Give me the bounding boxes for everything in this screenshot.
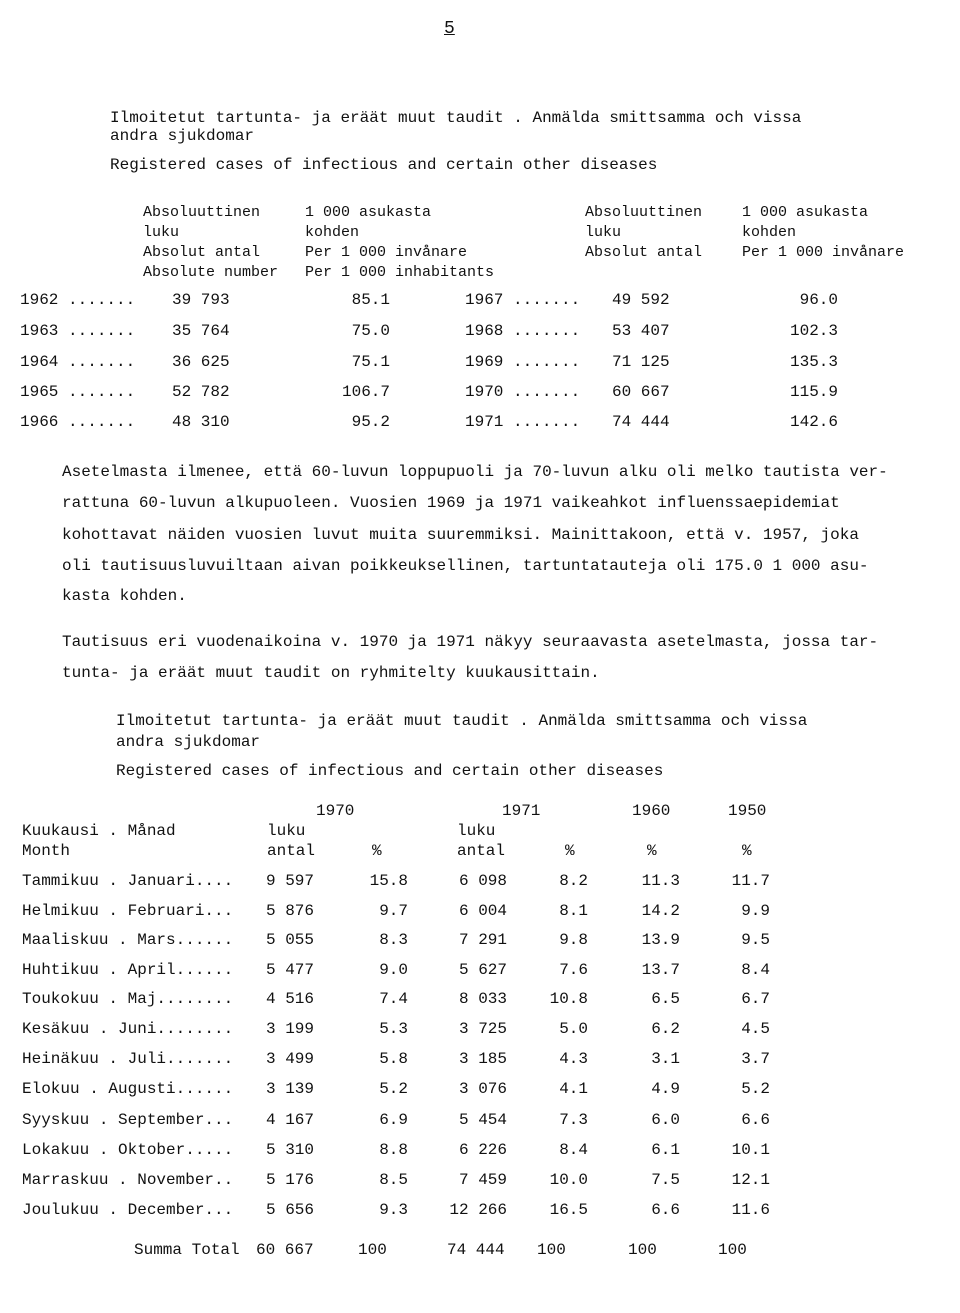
table1-abs-value: 60 667 xyxy=(612,383,670,401)
table2-total-value: 100 xyxy=(358,1241,387,1259)
table1-per-value: 96.0 xyxy=(799,291,838,309)
table2-value: 5 477 xyxy=(266,961,315,979)
table1-header-abs-left: Absolut antal xyxy=(143,244,261,261)
table2-value: 5 656 xyxy=(266,1201,315,1219)
table2-value: 3.1 xyxy=(651,1050,680,1068)
table2-value: 7 459 xyxy=(458,1171,507,1189)
table2-value: 6 226 xyxy=(458,1141,507,1159)
table2-value: 5 627 xyxy=(458,961,507,979)
table2-value: 4.5 xyxy=(741,1020,770,1038)
table2-value: 6.1 xyxy=(651,1141,680,1159)
table2-value: 9.7 xyxy=(379,902,408,920)
table2-col-label: luku xyxy=(267,822,306,840)
table1-year: 1968 ....... xyxy=(465,322,581,340)
table2-value: 7.3 xyxy=(559,1111,588,1129)
table2-month: Toukokuu . Maj........ xyxy=(22,990,234,1008)
table2-value: 9 597 xyxy=(266,872,315,890)
table2-value: 10.0 xyxy=(549,1171,588,1189)
table1-header-abs-right: Absolut antal xyxy=(585,244,703,261)
table1-abs-value: 74 444 xyxy=(612,413,670,431)
table1-header-abs-right: luku xyxy=(585,224,622,241)
table2-value: 13.7 xyxy=(641,961,680,979)
table1-per-value: 142.6 xyxy=(789,413,838,431)
table2-month: Heinäkuu . Juli....... xyxy=(22,1050,234,1068)
table2-total-value: 60 667 xyxy=(256,1241,314,1259)
table2-value: 5.2 xyxy=(741,1080,770,1098)
table2-col-label: antal xyxy=(457,842,506,860)
table2-value: 8.4 xyxy=(559,1141,588,1159)
table2-value: 3.7 xyxy=(741,1050,770,1068)
table2-value: 4.9 xyxy=(651,1080,680,1098)
table2-col-label: % xyxy=(565,842,575,860)
table1-abs-value: 48 310 xyxy=(172,413,230,431)
table1-per-value: 115.9 xyxy=(789,383,838,401)
table2-value: 8.2 xyxy=(559,872,588,890)
table1-header-per-left: Per 1 000 invånare xyxy=(305,244,468,261)
table1-abs-value: 36 625 xyxy=(172,353,230,371)
table1-title-line2: andra sjukdomar xyxy=(110,127,255,145)
table1-per-value: 75.0 xyxy=(351,322,390,340)
table2-col-label: % xyxy=(742,842,752,860)
table1-year: 1967 ....... xyxy=(465,291,581,309)
table1-header-per-left: 1 000 asukasta xyxy=(305,204,432,221)
table2-value: 4.3 xyxy=(559,1050,588,1068)
table2-title-en: Registered cases of infectious and certain other diseases xyxy=(116,762,664,780)
table2-value: 12.1 xyxy=(731,1171,770,1189)
table2-total-value: 100 xyxy=(718,1241,747,1259)
table1-year: 1969 ....... xyxy=(465,353,581,371)
table2-month: Lokakuu . Oktober..... xyxy=(22,1141,234,1159)
table1-per-value: 85.1 xyxy=(351,291,390,309)
table1-per-value: 75.1 xyxy=(351,353,390,371)
table2-value: 5.8 xyxy=(379,1050,408,1068)
table2-value: 6.2 xyxy=(651,1020,680,1038)
table2-value: 3 499 xyxy=(266,1050,315,1068)
table1-header-per-left: Per 1 000 inhabitants xyxy=(305,264,495,281)
table2-year-header: 1950 xyxy=(728,802,767,820)
table2-value: 6.7 xyxy=(741,990,770,1008)
table1-header-abs-right: Absoluuttinen xyxy=(585,204,703,221)
table2-value: 9.9 xyxy=(741,902,770,920)
table2-value: 10.8 xyxy=(549,990,588,1008)
table2-value: 7 291 xyxy=(458,931,507,949)
table1-header-per-right: Per 1 000 invånare xyxy=(742,244,905,261)
table1-year: 1962 ....... xyxy=(20,291,136,309)
table2-month: Marraskuu . November.. xyxy=(22,1171,234,1189)
table1-per-value: 95.2 xyxy=(351,413,390,431)
table2-value: 3 199 xyxy=(266,1020,315,1038)
table2-total-value: 100 xyxy=(628,1241,657,1259)
table2-value: 6 004 xyxy=(458,902,507,920)
table1-header-abs-left: luku xyxy=(143,224,180,241)
table1-year: 1964 ....... xyxy=(20,353,136,371)
table2-value: 3 139 xyxy=(266,1080,315,1098)
paragraph-line: kohottavat näiden vuosien luvut muita suuremmiksi. Mainittakoon, että v. 1957, joka xyxy=(62,526,859,544)
table2-year-header: 1960 xyxy=(632,802,671,820)
table2-month: Elokuu . Augusti...... xyxy=(22,1080,234,1098)
table2-month: Huhtikuu . April...... xyxy=(22,961,234,979)
table2-total-label: Summa Total xyxy=(134,1241,240,1259)
table2-value: 3 185 xyxy=(458,1050,507,1068)
table2-value: 3 076 xyxy=(458,1080,507,1098)
table1-year: 1970 ....... xyxy=(465,383,581,401)
table2-col-label: antal xyxy=(267,842,316,860)
table2-value: 8.4 xyxy=(741,961,770,979)
table2-col-label: % xyxy=(372,842,382,860)
table2-value: 11.3 xyxy=(641,872,680,890)
table2-value: 5 876 xyxy=(266,902,315,920)
paragraph-line: tunta- ja eräät muut taudit on ryhmitelty kuukausittain. xyxy=(62,664,600,682)
table1-year: 1971 ....... xyxy=(465,413,581,431)
table2-value: 6 098 xyxy=(458,872,507,890)
table1-year: 1966 ....... xyxy=(20,413,136,431)
table2-value: 6.5 xyxy=(651,990,680,1008)
table2-value: 5.2 xyxy=(379,1080,408,1098)
table2-year-header: 1970 xyxy=(316,802,355,820)
table2-value: 7.6 xyxy=(559,961,588,979)
table2-value: 9.3 xyxy=(379,1201,408,1219)
table2-title-line1: Ilmoitetut tartunta- ja eräät muut taudit . Anmälda smittsamma och vissa xyxy=(116,712,808,730)
table1-abs-value: 52 782 xyxy=(172,383,230,401)
table2-value: 5.0 xyxy=(559,1020,588,1038)
table2-value: 16.5 xyxy=(549,1201,588,1219)
table2-value: 5 310 xyxy=(266,1141,315,1159)
table2-total-value: 74 444 xyxy=(447,1241,505,1259)
table2-value: 9.5 xyxy=(741,931,770,949)
table1-year: 1965 ....... xyxy=(20,383,136,401)
table2-value: 4 167 xyxy=(266,1111,315,1129)
table2-value: 5 055 xyxy=(266,931,315,949)
paragraph-line: Asetelmasta ilmenee, että 60-luvun loppupuoli ja 70-luvun alku oli melko tautista ver- xyxy=(62,463,888,481)
table2-value: 8.3 xyxy=(379,931,408,949)
table2-value: 7.5 xyxy=(651,1171,680,1189)
table1-per-value: 135.3 xyxy=(789,353,838,371)
table1-header-per-right: kohden xyxy=(742,224,797,241)
table2-value: 5 454 xyxy=(458,1111,507,1129)
table2-total-value: 100 xyxy=(537,1241,566,1259)
table2-month: Joulukuu . December... xyxy=(22,1201,234,1219)
table2-value: 8.5 xyxy=(379,1171,408,1189)
table2-month-header: Kuukausi . Månad xyxy=(22,822,176,840)
table2-value: 3 725 xyxy=(458,1020,507,1038)
table2-value: 13.9 xyxy=(641,931,680,949)
table2-value: 5.3 xyxy=(379,1020,408,1038)
table2-value: 6.0 xyxy=(651,1111,680,1129)
table2-value: 11.7 xyxy=(731,872,770,890)
table2-value: 8 033 xyxy=(458,990,507,1008)
table2-value: 6.6 xyxy=(741,1111,770,1129)
table2-col-label: luku xyxy=(457,822,496,840)
table2-value: 6.6 xyxy=(651,1201,680,1219)
paragraph-line: Tautisuus eri vuodenaikoina v. 1970 ja 1971 näkyy seuraavasta asetelmasta, jossa tar- xyxy=(62,633,879,651)
paragraph-line: rattuna 60-luvun alkupuoleen. Vuosien 1969 ja 1971 vaikeahkot influenssaepidemiat xyxy=(62,494,840,512)
table1-abs-value: 49 592 xyxy=(612,291,670,309)
table2-value: 11.6 xyxy=(731,1201,770,1219)
table2-col-label: % xyxy=(647,842,657,860)
table2-value: 4 516 xyxy=(266,990,315,1008)
table2-month-header: Month xyxy=(22,842,71,860)
table2-month: Kesäkuu . Juni........ xyxy=(22,1020,234,1038)
table2-year-header: 1971 xyxy=(502,802,541,820)
table1-header-per-left: kohden xyxy=(305,224,360,241)
table1-per-value: 106.7 xyxy=(341,383,390,401)
table1-abs-value: 39 793 xyxy=(172,291,230,309)
table2-title-line2: andra sjukdomar xyxy=(116,733,261,751)
table2-value: 5 176 xyxy=(266,1171,315,1189)
table2-month: Syyskuu . September... xyxy=(22,1111,234,1129)
table2-value: 8.8 xyxy=(379,1141,408,1159)
table2-value: 9.0 xyxy=(379,961,408,979)
table1-year: 1963 ....... xyxy=(20,322,136,340)
table1-per-value: 102.3 xyxy=(789,322,838,340)
table1-abs-value: 71 125 xyxy=(612,353,670,371)
paragraph-line: oli tautisuusluvuiltaan aivan poikkeuksellinen, tartuntatauteja oli 175.0 1 000 asu- xyxy=(62,557,869,575)
paragraph-line: kasta kohden. xyxy=(62,587,187,605)
table1-header-per-right: 1 000 asukasta xyxy=(742,204,869,221)
table1-abs-value: 35 764 xyxy=(172,322,230,340)
table2-month: Helmikuu . Februari... xyxy=(22,902,234,920)
table2-value: 7.4 xyxy=(379,990,408,1008)
table1-header-abs-left: Absoluuttinen xyxy=(143,204,261,221)
table2-value: 15.8 xyxy=(369,872,408,890)
table2-month: Maaliskuu . Mars...... xyxy=(22,931,234,949)
table2-value: 14.2 xyxy=(641,902,680,920)
table2-value: 12 266 xyxy=(449,1201,507,1219)
table1-title-en: Registered cases of infectious and certain other diseases xyxy=(110,156,658,174)
table2-value: 9.8 xyxy=(559,931,588,949)
table1-title-line1: Ilmoitetut tartunta- ja eräät muut taudit . Anmälda smittsamma och vissa xyxy=(110,109,802,127)
table2-value: 6.9 xyxy=(379,1111,408,1129)
table2-value: 4.1 xyxy=(559,1080,588,1098)
table2-value: 8.1 xyxy=(559,902,588,920)
table1-abs-value: 53 407 xyxy=(612,322,670,340)
table2-month: Tammikuu . Januari.... xyxy=(22,872,234,890)
page-number: 5 xyxy=(444,19,455,39)
table2-value: 10.1 xyxy=(731,1141,770,1159)
table1-header-abs-left: Absolute number xyxy=(143,264,279,281)
